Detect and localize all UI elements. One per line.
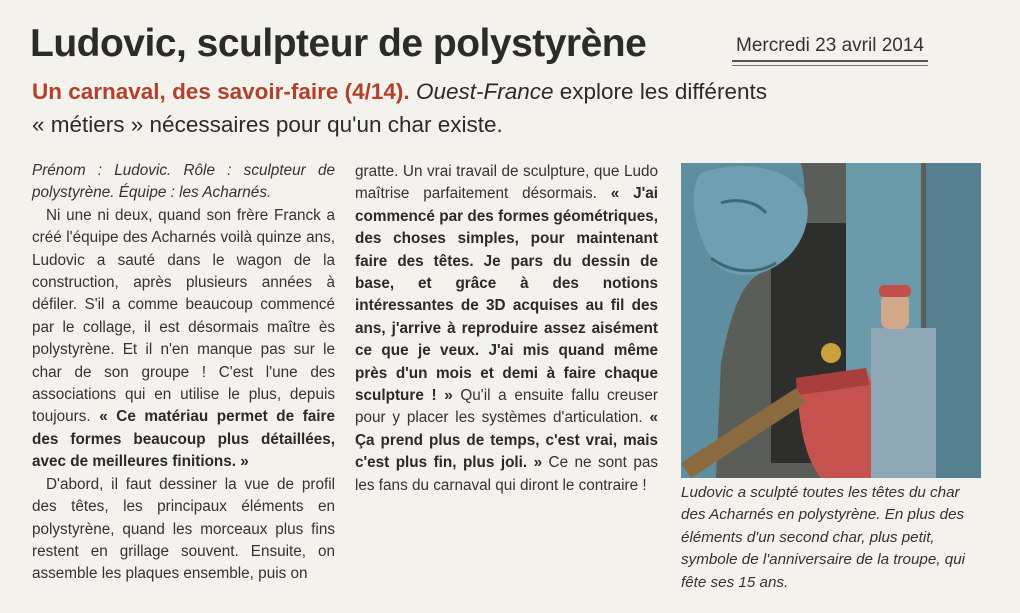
paragraph-2-text-2: Qu'il a ensuite fallu creuser pour y placer les systèmes d'articulation.	[355, 387, 659, 427]
quote-3: « Ça prend plus de temps, c'est vrai, mais c'est plus fin, plus joli. »	[355, 409, 658, 472]
paragraph-1	[32, 205, 335, 474]
article-photo	[681, 163, 981, 478]
intro-paragraph	[32, 160, 335, 205]
standfirst-text: explore les différents	[553, 79, 767, 104]
paragraph-1-text: Ni une ni deux, quand son frère Franck a créé l'équipe des Acharnés voilà quinze ans, Ludovic a sauté dans le wagon de la construction, après plusieurs années à défiler. S'il a comme beaucoup commencé par le collage, il est désormais maître ès polystyrène. Et il n'en manque pas sur le char de son groupe ! C'est l'une des associations qui en utilise le plus, depuis toujours.	[32, 206, 335, 426]
source-name: Ouest-France	[415, 79, 554, 104]
photo-illustration	[681, 163, 981, 478]
quote-2: « J'ai commencé par des formes géométriques, des choses simples, pour maintenant faire des têtes. Je pars du dessin de base, et grâce à des notions intéressantes de 3D acquises au fil des ans, j'arrive à reproduire assez aisément ce que je veux. J'ai mis quand même près d'un mois et demi à faire chaque sculpture ! »	[355, 185, 658, 405]
series-kicker: Un carnaval, des savoir-faire (4/14).	[32, 79, 410, 104]
headline: Ludovic, sculpteur de polystyrène	[30, 22, 647, 65]
paragraph-2-text-cont: gratte. Un vrai travail de sculpture, que Ludo maîtrise parfaitement désormais.	[355, 163, 658, 203]
text-column-1	[32, 160, 335, 586]
publication-date: Mercredi 23 avril 2014	[732, 34, 928, 62]
standfirst	[32, 75, 992, 141]
photo-caption: Ludovic a sculpté toutes les têtes du char des Acharnés en polystyrène. En plus des éléments d'un second char, plus petit, symbole de l'anniversaire de la troupe, qui fête ses 15 ans.	[681, 484, 966, 591]
paragraph-2-text: D'abord, il faut dessiner la vue de profil des têtes, les principaux éléments en polystyrène, quand les morceaux plus fins restent en grillage souvent. Ensuite, on assemble les plaques ensemble, puis on	[32, 475, 335, 583]
paragraph-2-text-3: Ce ne sont pas les fans du carnaval qui diront le contraire !	[355, 454, 658, 494]
text-column-2	[355, 161, 658, 497]
quote-1: « Ce matériau permet de faire des formes beaucoup plus détaillées, avec de meilleures finitions. »	[32, 408, 336, 471]
standfirst-text-line2: « métiers » nécessaires pour qu'un char existe.	[32, 112, 503, 137]
paragraph-2	[32, 474, 335, 586]
paragraph-2-continued	[355, 161, 658, 497]
intro-text: Prénom : Ludovic. Rôle : sculpteur de polystyrène. Équipe : les Acharnés.	[32, 162, 335, 202]
